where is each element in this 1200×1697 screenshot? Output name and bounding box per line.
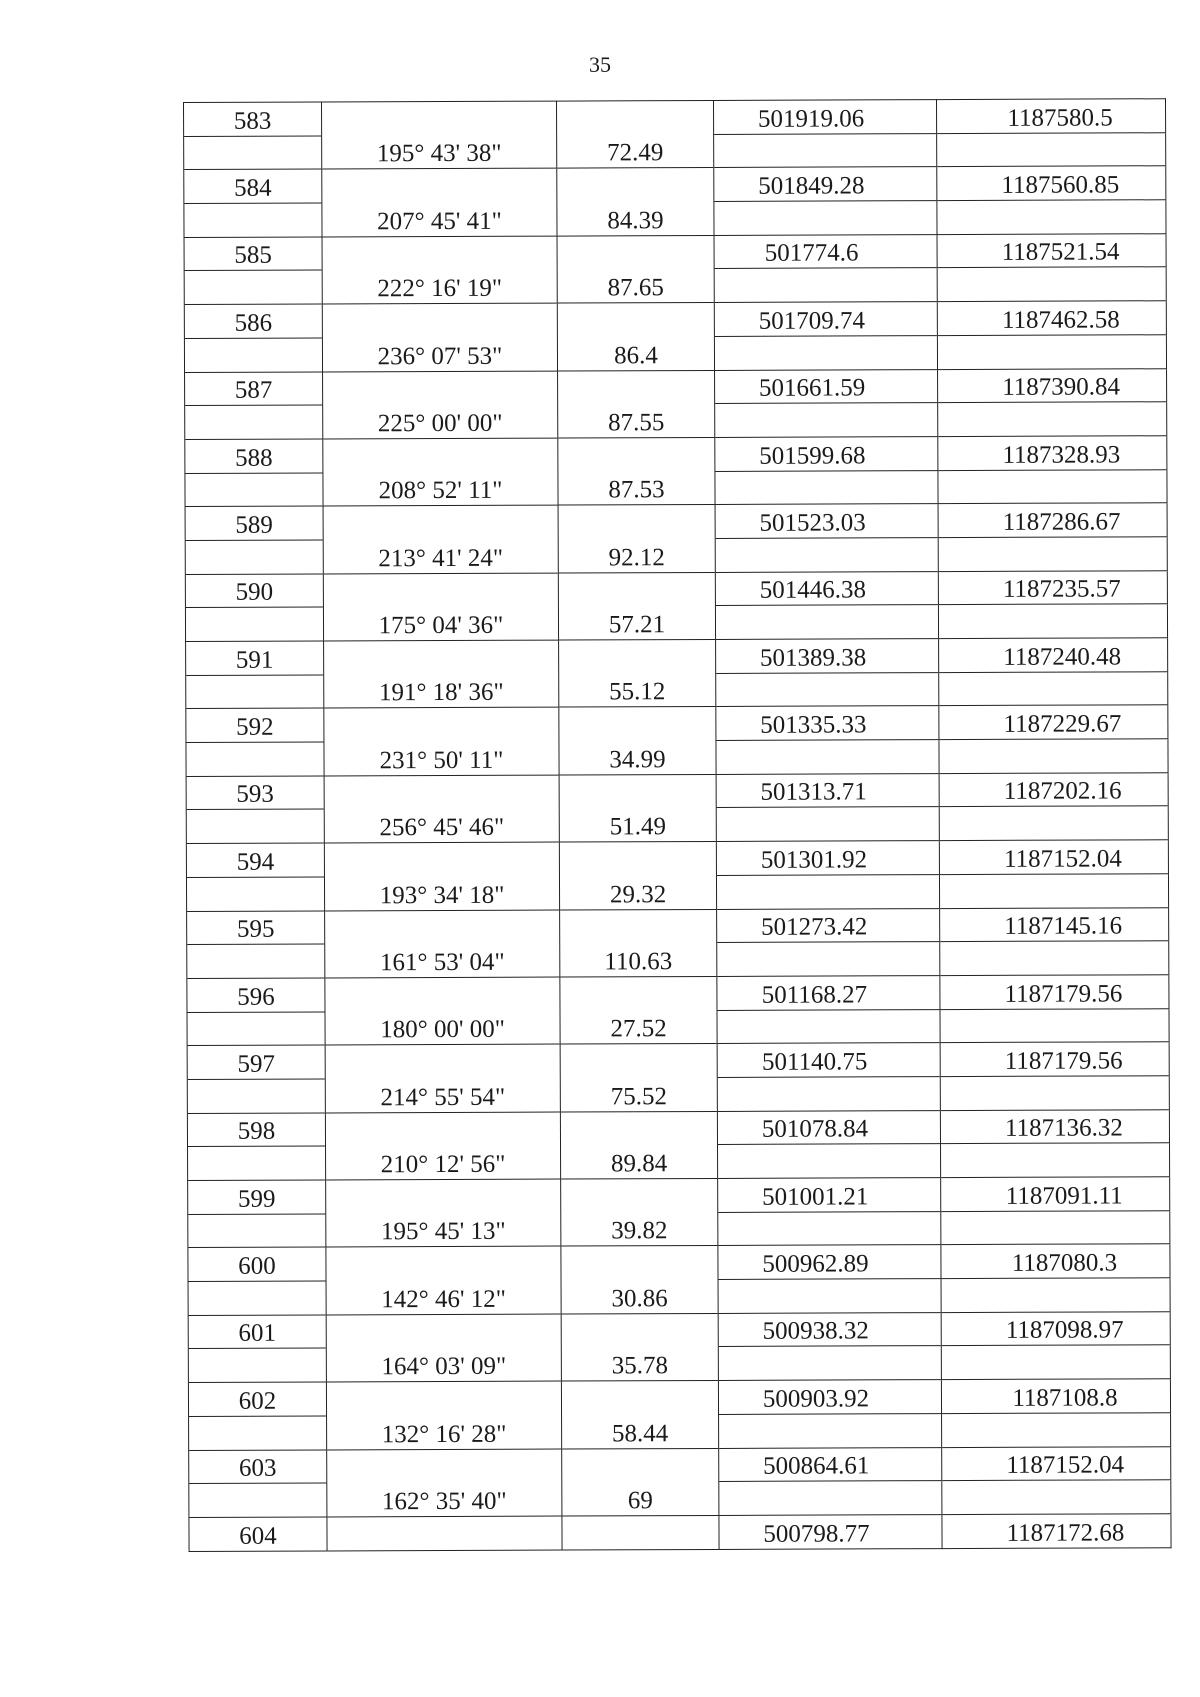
table-row-point — [184, 99, 1166, 136]
point-id-cell: 598 — [187, 1113, 325, 1147]
easting-cell — [719, 1413, 942, 1448]
point-id-cell: 590 — [185, 574, 323, 608]
bearing-cell: 195° 45' 13" — [326, 1213, 561, 1248]
easting-cell — [719, 1481, 942, 1516]
point-id-cell — [185, 405, 323, 439]
bearing-cell — [325, 1112, 560, 1147]
bearing-cell — [324, 707, 559, 742]
distance-cell: 29.32 — [559, 875, 716, 909]
point-id-cell: 583 — [184, 102, 322, 136]
table-row-leg — [184, 335, 1166, 372]
table-row-leg — [189, 1480, 1171, 1517]
point-id-cell: 586 — [184, 304, 322, 338]
distance-cell — [557, 235, 714, 269]
table-row-point — [184, 301, 1166, 338]
northing-cell — [938, 537, 1167, 572]
easting-cell — [718, 1279, 941, 1314]
easting-cell: 501774.6 — [714, 234, 937, 269]
northing-cell — [937, 132, 1166, 167]
table-row-point — [184, 233, 1166, 270]
table-row-point — [185, 368, 1167, 405]
easting-cell — [714, 335, 937, 370]
distance-cell — [560, 909, 717, 943]
bearing-cell — [327, 1449, 562, 1484]
distance-cell: 92.12 — [558, 538, 715, 572]
distance-cell: 69 — [562, 1482, 719, 1516]
point-id-cell — [185, 540, 323, 574]
table-row-point — [188, 1379, 1170, 1416]
distance-cell: 86.4 — [557, 336, 714, 370]
point-id-cell: 594 — [186, 843, 324, 877]
distance-cell — [562, 1448, 719, 1482]
distance-cell — [557, 168, 714, 202]
table-row-leg — [186, 806, 1168, 843]
northing-cell: 1187098.97 — [941, 1311, 1170, 1346]
northing-cell — [939, 874, 1168, 909]
northing-cell: 1187080.3 — [941, 1244, 1170, 1279]
northing-cell: 1187145.16 — [940, 907, 1169, 942]
easting-cell — [716, 874, 939, 909]
table-row-leg — [186, 874, 1168, 911]
table-row-leg — [188, 1345, 1170, 1382]
bearing-cell: 162° 35' 40" — [327, 1482, 562, 1517]
point-id-cell — [184, 270, 322, 304]
point-id-cell — [187, 1012, 325, 1046]
easting-cell — [717, 1077, 940, 1112]
table-row-point — [188, 1177, 1170, 1214]
northing-cell — [939, 671, 1168, 706]
point-id-cell: 600 — [188, 1247, 326, 1281]
bearing-cell: 213° 41' 24" — [323, 539, 558, 574]
point-id-cell: 587 — [185, 371, 323, 405]
easting-cell — [715, 470, 938, 505]
point-id-cell — [189, 1483, 327, 1517]
distance-cell — [561, 1381, 718, 1415]
table-row-leg — [184, 200, 1166, 237]
table-row-leg — [187, 1008, 1169, 1045]
point-id-cell: 604 — [189, 1517, 327, 1551]
point-id-cell: 596 — [187, 978, 325, 1012]
table-row-point — [185, 570, 1167, 607]
bearing-cell — [323, 505, 558, 540]
bearing-cell: 210° 12' 56" — [326, 1145, 561, 1180]
distance-cell — [559, 639, 716, 673]
table-row-leg — [187, 1076, 1169, 1113]
point-id-cell: 584 — [184, 169, 322, 203]
bearing-cell — [326, 1381, 561, 1416]
northing-cell: 1187091.11 — [941, 1177, 1170, 1212]
distance-cell — [558, 505, 715, 539]
bearing-cell — [323, 573, 558, 608]
easting-cell — [714, 268, 937, 303]
bearing-cell — [324, 842, 559, 877]
distance-cell — [560, 1111, 717, 1145]
northing-cell — [941, 1210, 1170, 1245]
easting-cell: 501709.74 — [714, 302, 937, 337]
northing-cell — [941, 1278, 1170, 1313]
easting-cell — [717, 942, 940, 977]
table-row-point — [187, 907, 1169, 944]
bearing-cell — [324, 640, 559, 675]
coordinate-table — [183, 98, 1172, 1551]
northing-cell — [940, 1008, 1169, 1043]
distance-cell: 35.78 — [561, 1347, 718, 1381]
easting-cell: 501001.21 — [718, 1178, 941, 1213]
point-id-cell — [188, 1348, 326, 1382]
distance-cell: 39.82 — [561, 1212, 718, 1246]
bearing-cell — [326, 1314, 561, 1349]
table-row-leg — [186, 739, 1168, 776]
easting-cell: 501919.06 — [713, 100, 936, 135]
table-row-leg — [184, 132, 1166, 169]
point-id-cell: 601 — [188, 1315, 326, 1349]
distance-cell: 89.84 — [561, 1145, 718, 1179]
northing-cell: 1187328.93 — [938, 436, 1167, 471]
bearing-cell: 236° 07' 53" — [322, 337, 557, 372]
northing-cell: 1187286.67 — [938, 503, 1167, 538]
northing-cell — [942, 1413, 1171, 1448]
northing-cell: 1187462.58 — [937, 301, 1166, 336]
bearing-cell — [327, 1516, 562, 1551]
bearing-cell: 191° 18' 36" — [324, 674, 559, 709]
table-row-point — [185, 436, 1167, 473]
northing-cell: 1187390.84 — [938, 368, 1167, 403]
northing-cell: 1187240.48 — [939, 638, 1168, 673]
table-row-leg — [185, 604, 1167, 641]
bearing-cell: 207° 45' 41" — [322, 202, 557, 237]
bearing-cell — [322, 168, 557, 203]
distance-cell — [558, 572, 715, 606]
table-row-point — [185, 503, 1167, 540]
easting-cell — [716, 672, 939, 707]
distance-cell: 57.21 — [558, 606, 715, 640]
easting-cell: 501140.75 — [717, 1043, 940, 1078]
table-row-point — [188, 1311, 1170, 1348]
northing-cell: 1187229.67 — [939, 705, 1168, 740]
bearing-cell — [326, 1246, 561, 1281]
survey-table-container — [183, 98, 1171, 1551]
point-id-cell: 602 — [188, 1382, 326, 1416]
easting-cell: 501523.03 — [715, 504, 938, 539]
northing-cell: 1187580.5 — [936, 99, 1165, 134]
point-id-cell: 595 — [187, 910, 325, 944]
bearing-cell: 132° 16' 28" — [327, 1415, 562, 1450]
northing-cell — [939, 739, 1168, 774]
point-id-cell — [188, 1146, 326, 1180]
easting-cell: 500798.77 — [719, 1514, 942, 1549]
table-row-leg — [188, 1210, 1170, 1247]
easting-cell: 501661.59 — [715, 369, 938, 404]
easting-cell — [717, 1009, 940, 1044]
distance-cell — [556, 100, 713, 134]
distance-cell: 110.63 — [560, 943, 717, 977]
easting-cell — [716, 807, 939, 842]
easting-cell — [715, 538, 938, 573]
table-row-point — [187, 1042, 1169, 1079]
bearing-cell — [323, 371, 558, 406]
distance-cell: 27.52 — [560, 1010, 717, 1044]
table-row-point — [184, 166, 1166, 203]
easting-cell: 500938.32 — [718, 1312, 941, 1347]
northing-cell — [940, 1076, 1169, 1111]
point-id-cell: 589 — [185, 506, 323, 540]
bearing-cell: 208° 52' 11" — [323, 472, 558, 507]
distance-cell — [561, 1178, 718, 1212]
point-id-cell: 585 — [184, 237, 322, 271]
point-id-cell: 592 — [186, 708, 324, 742]
northing-cell — [942, 1480, 1171, 1515]
point-id-cell — [189, 1416, 327, 1450]
bearing-cell: 222° 16' 19" — [322, 270, 557, 305]
easting-cell: 501335.33 — [716, 706, 939, 741]
distance-cell — [561, 1246, 718, 1280]
northing-cell — [940, 941, 1169, 976]
distance-cell: 55.12 — [559, 673, 716, 707]
point-id-cell — [186, 809, 324, 843]
northing-cell — [938, 604, 1167, 639]
distance-cell: 51.49 — [559, 808, 716, 842]
table-row-point — [189, 1514, 1171, 1551]
easting-cell — [714, 201, 937, 236]
easting-cell: 501849.28 — [714, 167, 937, 202]
northing-cell: 1187235.57 — [938, 570, 1167, 605]
table-row-leg — [188, 1278, 1170, 1315]
table-row-point — [186, 772, 1168, 809]
easting-cell: 501389.38 — [716, 639, 939, 674]
bearing-cell — [323, 438, 558, 473]
easting-cell: 501078.84 — [717, 1110, 940, 1145]
distance-cell — [558, 437, 715, 471]
northing-cell — [938, 402, 1167, 437]
distance-cell — [558, 370, 715, 404]
northing-cell — [938, 469, 1167, 504]
distance-cell: 30.86 — [561, 1280, 718, 1314]
point-id-cell: 593 — [186, 776, 324, 810]
easting-cell — [718, 1346, 941, 1381]
easting-cell: 501313.71 — [716, 773, 939, 808]
easting-cell: 500962.89 — [718, 1245, 941, 1280]
easting-cell: 501168.27 — [717, 975, 940, 1010]
table-row-point — [187, 975, 1169, 1012]
bearing-cell — [325, 1044, 560, 1079]
bearing-cell — [322, 236, 557, 271]
northing-cell: 1187560.85 — [937, 166, 1166, 201]
easting-cell — [715, 605, 938, 640]
northing-cell: 1187152.04 — [942, 1446, 1171, 1481]
table-row-leg — [185, 402, 1167, 439]
distance-cell: 72.49 — [557, 134, 714, 168]
northing-cell — [937, 267, 1166, 302]
point-id-cell — [186, 742, 324, 776]
distance-cell: 34.99 — [559, 741, 716, 775]
point-id-cell — [184, 203, 322, 237]
bearing-cell — [325, 977, 560, 1012]
bearing-cell: 214° 55' 54" — [325, 1078, 560, 1113]
table-row-point — [189, 1446, 1171, 1483]
table-row-leg — [184, 267, 1166, 304]
table-row-leg — [187, 941, 1169, 978]
easting-cell — [715, 403, 938, 438]
bearing-cell: 256° 45' 46" — [324, 808, 559, 843]
bearing-cell: 142° 46' 12" — [326, 1280, 561, 1315]
easting-cell: 501273.42 — [717, 908, 940, 943]
point-id-cell — [184, 338, 322, 372]
northing-cell — [937, 335, 1166, 370]
northing-cell: 1187172.68 — [942, 1514, 1171, 1549]
distance-cell: 87.53 — [558, 471, 715, 505]
table-row-point — [186, 705, 1168, 742]
northing-cell: 1187152.04 — [939, 840, 1168, 875]
northing-cell — [939, 806, 1168, 841]
coordinate-table-body — [184, 99, 1172, 1551]
bearing-cell: 193° 34' 18" — [324, 876, 559, 911]
easting-cell — [714, 133, 937, 168]
northing-cell: 1187179.56 — [940, 1042, 1169, 1077]
bearing-cell: 175° 04' 36" — [323, 606, 558, 641]
table-row-point — [187, 1109, 1169, 1146]
easting-cell: 501599.68 — [715, 436, 938, 471]
bearing-cell: 180° 00' 00" — [325, 1011, 560, 1046]
easting-cell: 500864.61 — [719, 1447, 942, 1482]
point-id-cell: 588 — [185, 439, 323, 473]
table-row-leg — [185, 469, 1167, 506]
easting-cell: 501301.92 — [716, 841, 939, 876]
table-row-leg — [189, 1413, 1171, 1450]
distance-cell — [560, 976, 717, 1010]
bearing-cell — [322, 101, 557, 136]
distance-cell: 75.52 — [560, 1077, 717, 1111]
distance-cell: 58.44 — [562, 1414, 719, 1448]
point-id-cell — [186, 675, 324, 709]
distance-cell: 87.65 — [557, 269, 714, 303]
easting-cell: 501446.38 — [715, 571, 938, 606]
point-id-cell — [184, 136, 322, 170]
point-id-cell — [185, 607, 323, 641]
bearing-cell — [324, 775, 559, 810]
distance-cell — [561, 1313, 718, 1347]
point-id-cell — [187, 1079, 325, 1113]
point-id-cell: 591 — [186, 641, 324, 675]
bearing-cell — [325, 910, 560, 945]
distance-cell: 87.55 — [558, 404, 715, 438]
easting-cell — [718, 1144, 941, 1179]
table-row-point — [188, 1244, 1170, 1281]
distance-cell — [557, 303, 714, 337]
point-id-cell — [187, 944, 325, 978]
bearing-cell — [326, 1179, 561, 1214]
bearing-cell: 231° 50' 11" — [324, 741, 559, 776]
distance-cell — [560, 1044, 717, 1078]
northing-cell: 1187136.32 — [940, 1109, 1169, 1144]
easting-cell — [716, 740, 939, 775]
easting-cell: 500903.92 — [718, 1380, 941, 1415]
northing-cell — [941, 1345, 1170, 1380]
table-row-leg — [186, 671, 1168, 708]
point-id-cell — [188, 1281, 326, 1315]
distance-cell — [562, 1515, 719, 1549]
northing-cell — [937, 200, 1166, 235]
easting-cell — [718, 1211, 941, 1246]
table-row-point — [186, 840, 1168, 877]
distance-cell: 84.39 — [557, 202, 714, 236]
point-id-cell — [186, 877, 324, 911]
point-id-cell: 599 — [188, 1180, 326, 1214]
page-number: 35 — [589, 52, 611, 77]
bearing-cell: 164° 03' 09" — [326, 1347, 561, 1382]
bearing-cell: 195° 43' 38" — [322, 135, 557, 170]
distance-cell — [559, 774, 716, 808]
point-id-cell — [185, 473, 323, 507]
bearing-cell: 225° 00' 00" — [323, 404, 558, 439]
bearing-cell — [322, 303, 557, 338]
northing-cell — [941, 1143, 1170, 1178]
table-row-leg — [188, 1143, 1170, 1180]
point-id-cell: 597 — [187, 1045, 325, 1079]
point-id-cell: 603 — [189, 1449, 327, 1483]
table-row-point — [186, 638, 1168, 675]
northing-cell: 1187179.56 — [940, 975, 1169, 1010]
point-id-cell — [188, 1214, 326, 1248]
distance-cell — [559, 842, 716, 876]
bearing-cell: 161° 53' 04" — [325, 943, 560, 978]
northing-cell: 1187521.54 — [937, 233, 1166, 268]
distance-cell — [559, 707, 716, 741]
northing-cell: 1187108.8 — [941, 1379, 1170, 1414]
northing-cell: 1187202.16 — [939, 772, 1168, 807]
table-row-leg — [185, 537, 1167, 574]
